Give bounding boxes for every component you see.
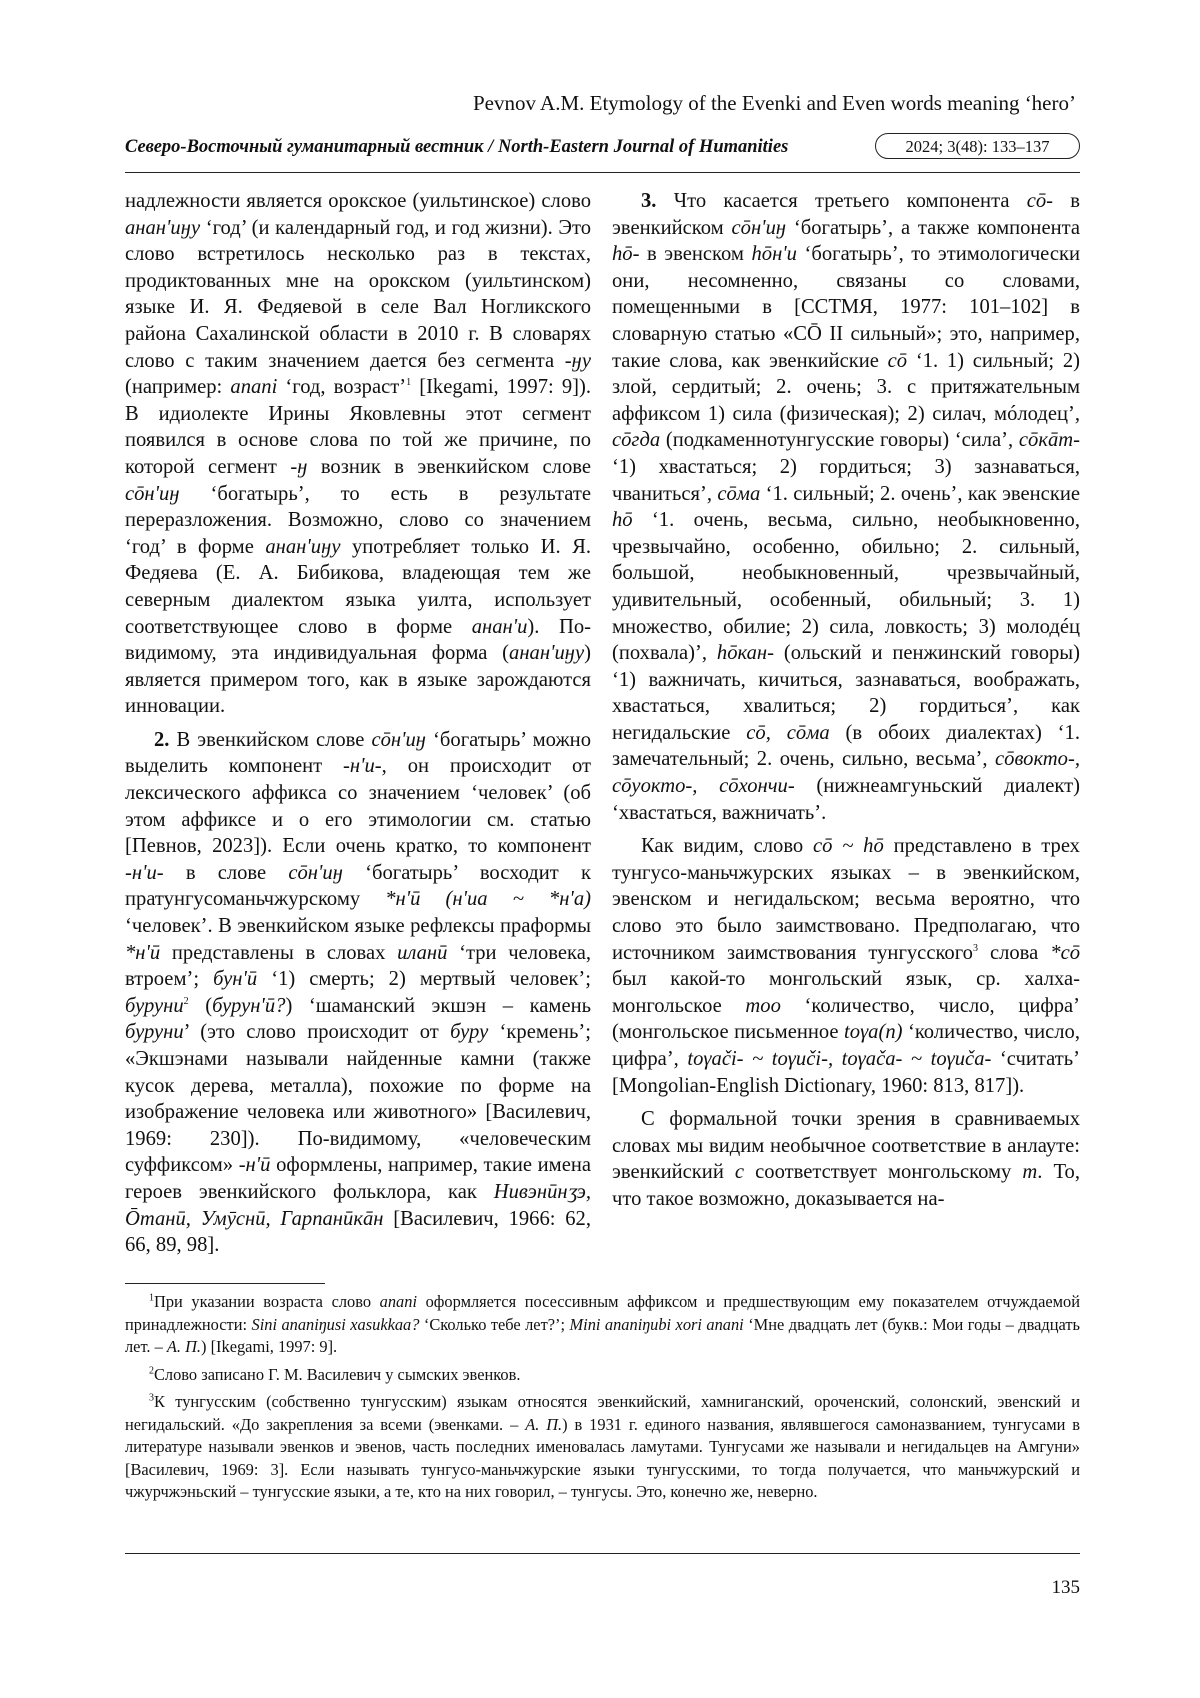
footnote-ref-1[interactable]: 1 bbox=[406, 377, 412, 389]
paragraph-continuation: надлежности является орокское (уильтинское) слово анан'иӈу ‘год’ (и календарный год, и год жизни). Это слово встретилось несколько раз в текстах, продиктованных мне на орокском (уильтинском) языке И. Я. Федяевой в селе Вал Ногликского района Сахалинской области в 2010 г. В словарях слово с таким значением дается без сегмента -ӈу (например: anani ‘год, возраст’$^1$ [Ikegami, 1997: 9]). В идиолекте Ирины Яковлевны этот сегмент появился в основе слова по той же причине, по которой сегмент -ӈ возник в эвенкийском слове сōн'иӈ ‘богатырь’, то есть в результате переразложения. Возможно, слово со значением ‘год’ в форме анан'иӈу употребляет только И. Я. Федяева (Е. А. Бибикова, владеющая тем же северным диалектом языка уилта, использует соответствующее слово в форме анан'и). По-видимому, эта индивидуальная форма (анан'иӈу) является примером того, как в языке зарождаются инновации. bbox=[125, 190, 591, 718]
footnote-2: $^2$Слово записано Г. М. Василевич у сымских эвенков. bbox=[149, 1364, 521, 1384]
footnote-ref-2[interactable]: 2 bbox=[183, 995, 189, 1007]
paragraph-4: Как видим, слово сō ~ hō представлено в трех тунгусо-маньчжурских языках – в эвенкийском, эвенском и негидальском; весьма вероятно, что слово это было заимствовано. Предполагаю, что источником заимствования тунгусского$^3$ слова *сō был какой-то монгольский язык, ср. халха-монгольское тоо ‘количество, число, цифра’ (монгольское письменное toγa(n) ‘количество, число, цифра’, toγači- ~ toγuči-, toγača- ~ toγuča- ‘считать’ [Mongolian-English Dictionary, 1960: 813, 817]). bbox=[612, 835, 1081, 1097]
paragraph-5: С формальной точки зрения в сравниваемых словах мы видим необычное соответствие в анлауте: эвенкийский с соответствует монгольскому т. То, что такое возможно, доказывается на- bbox=[612, 1108, 1080, 1210]
journal-title: Северо-Восточный гуманитарный вестник / North-Eastern Journal of Humanities bbox=[125, 137, 789, 157]
journal-header bbox=[125, 133, 1080, 169]
left-column bbox=[125, 188, 591, 1259]
footnotes bbox=[125, 1291, 1080, 1509]
footnote-1: $^1$При указании возраста слово anani оформляется посессивным аффиксом и предшествующим ему показателем отчуждаемой принадлежности: Sini ananiŋusi xasukkaa? ‘Сколько тебе лет?’; Mini ananiŋubi xori anani ‘Мне двадцать лет (букв.: Мои годы – двадцать лет. – А. П.) [Ikegami, 1997: 9]. bbox=[125, 1292, 1080, 1356]
footnote-ref-3[interactable]: 3 bbox=[972, 942, 978, 954]
header-rule bbox=[125, 172, 1080, 173]
paragraph-2: 2. В эвенкийском слове сōн'иӈ ‘богатырь’ можно выделить компонент -н'и-, он происходит от лексического аффикса со значением ‘человек’ (об этом аффиксе и о его этимологии см. статью [Певнов, 2023]). Если очень кратко, то компонент -н'и- в слове сōн'иӈ ‘богатырь’ восходит к пратунгусоманьчжурскому *н'ӣ (н'иа ~ *н'а) ‘человек’. В эвенкийском языке рефлексы праформы *н'ӣ представлены в словах иланӣ ‘три человека, втроем’; бун'ӣ ‘1) смерть; 2) мертвый человек’; буруни$^2$ (бурун'ӣ?) ‘шаманский экшэн – камень буруни’ (это слово происходит от буру ‘кремень’; «Экшэнами называли найденные камни (также кусок дерева, металла), похожие по форме на изображение человека или животного» [Василевич, 1969: 230]). По-видимому, «человеческим суффиксом» -н'ӣ оформлены, например, такие имена героев эвенкийского фольклора, как Нивэнӣнӡэ, Ōтанӣ, Умӯснӣ, Гарпанӣкāн [Василевич, 1966: 62, 66, 89, 98]. bbox=[125, 728, 592, 1257]
footnote-3: $^3$К тунгусским (собственно тунгусским) языкам относятся эвенкийский, хамниганский, ороченский, солонский, эвенский и негидальский. «До закрепления за всеми (эвенками. – А. П.) в 1931 г. единого названия, являвшегося самоназванием, тунгусами в литературе называли эвенков и эвенов, часть последних именовалась ламутами. Тунгусами же называли и негидальцев на Амгуни» [Василевич, 1969: 3]. Если называть тунгусо-маньчжурские языки тунгусскими, то тогда получается, что маньчжурский и чжурчжэньский – тунгусские языки, а те, кто на них говорил, – тунгусы. Это, конечно же, неверно. bbox=[125, 1392, 1080, 1501]
bottom-rule bbox=[125, 1553, 1080, 1554]
page-number: 135 bbox=[1051, 1577, 1080, 1598]
running-title: Pevnov A.M. Etymology of the Evenki and Even words meaning ‘hero’ bbox=[472, 91, 1076, 115]
issue-badge: 2024; 3(48): 133–137 bbox=[875, 133, 1080, 159]
paragraph-3: 3. Что касается третьего компонента сō- в эвенкийском сōн'иӈ ‘богатырь’, а также компонента hō- в эвенском hōн'и ‘богатырь’, то этимологически они, несомненно, связаны со словами, помещенными в [ССТМЯ, 1977: 101–102] в словарную статью «СŌ II сильный»; это, например, такие слова, как эвенкийские сō ‘1. 1) сильный; 2) злой, сердитый; 2. очень; 3. с притяжательным аффиксом 1) сила (физическая); 2) силач, мóлодец’, сōгда (подкаменнотунгусские говоры) ‘сила’, сōкāт- ‘1) хвастаться; 2) гордиться; 3) зазнаваться, чваниться’, сōма ‘1. сильный; 2. очень’, как эвенские hō ‘1. очень, весьма, сильно, необыкновенно, чрезвычайно, особенно, обильно; 2. сильный, большой, необыкновенный, чрезвычайный, удивительный, особенный, обильный; 3. 1) множество, обилие; 2) сила, ловкость; 3) молодéц (похвала)’, hōкан- (ольский и пенжинский говоры) ‘1) важничать, кичиться, зазнаваться, воображать, хвастаться, хвалиться; 2) гордиться’, как негидальские сō, сōма (в обоих диалектах) ‘1. замечательный; 2. очень, сильно, весьма’, сōвокто-, сōуокто-, сōхончи- (нижнеамгуньский диалект) ‘хвастаться, важничать’. bbox=[612, 190, 1081, 824]
right-column bbox=[612, 188, 1080, 1213]
footnote-rule bbox=[125, 1283, 325, 1284]
